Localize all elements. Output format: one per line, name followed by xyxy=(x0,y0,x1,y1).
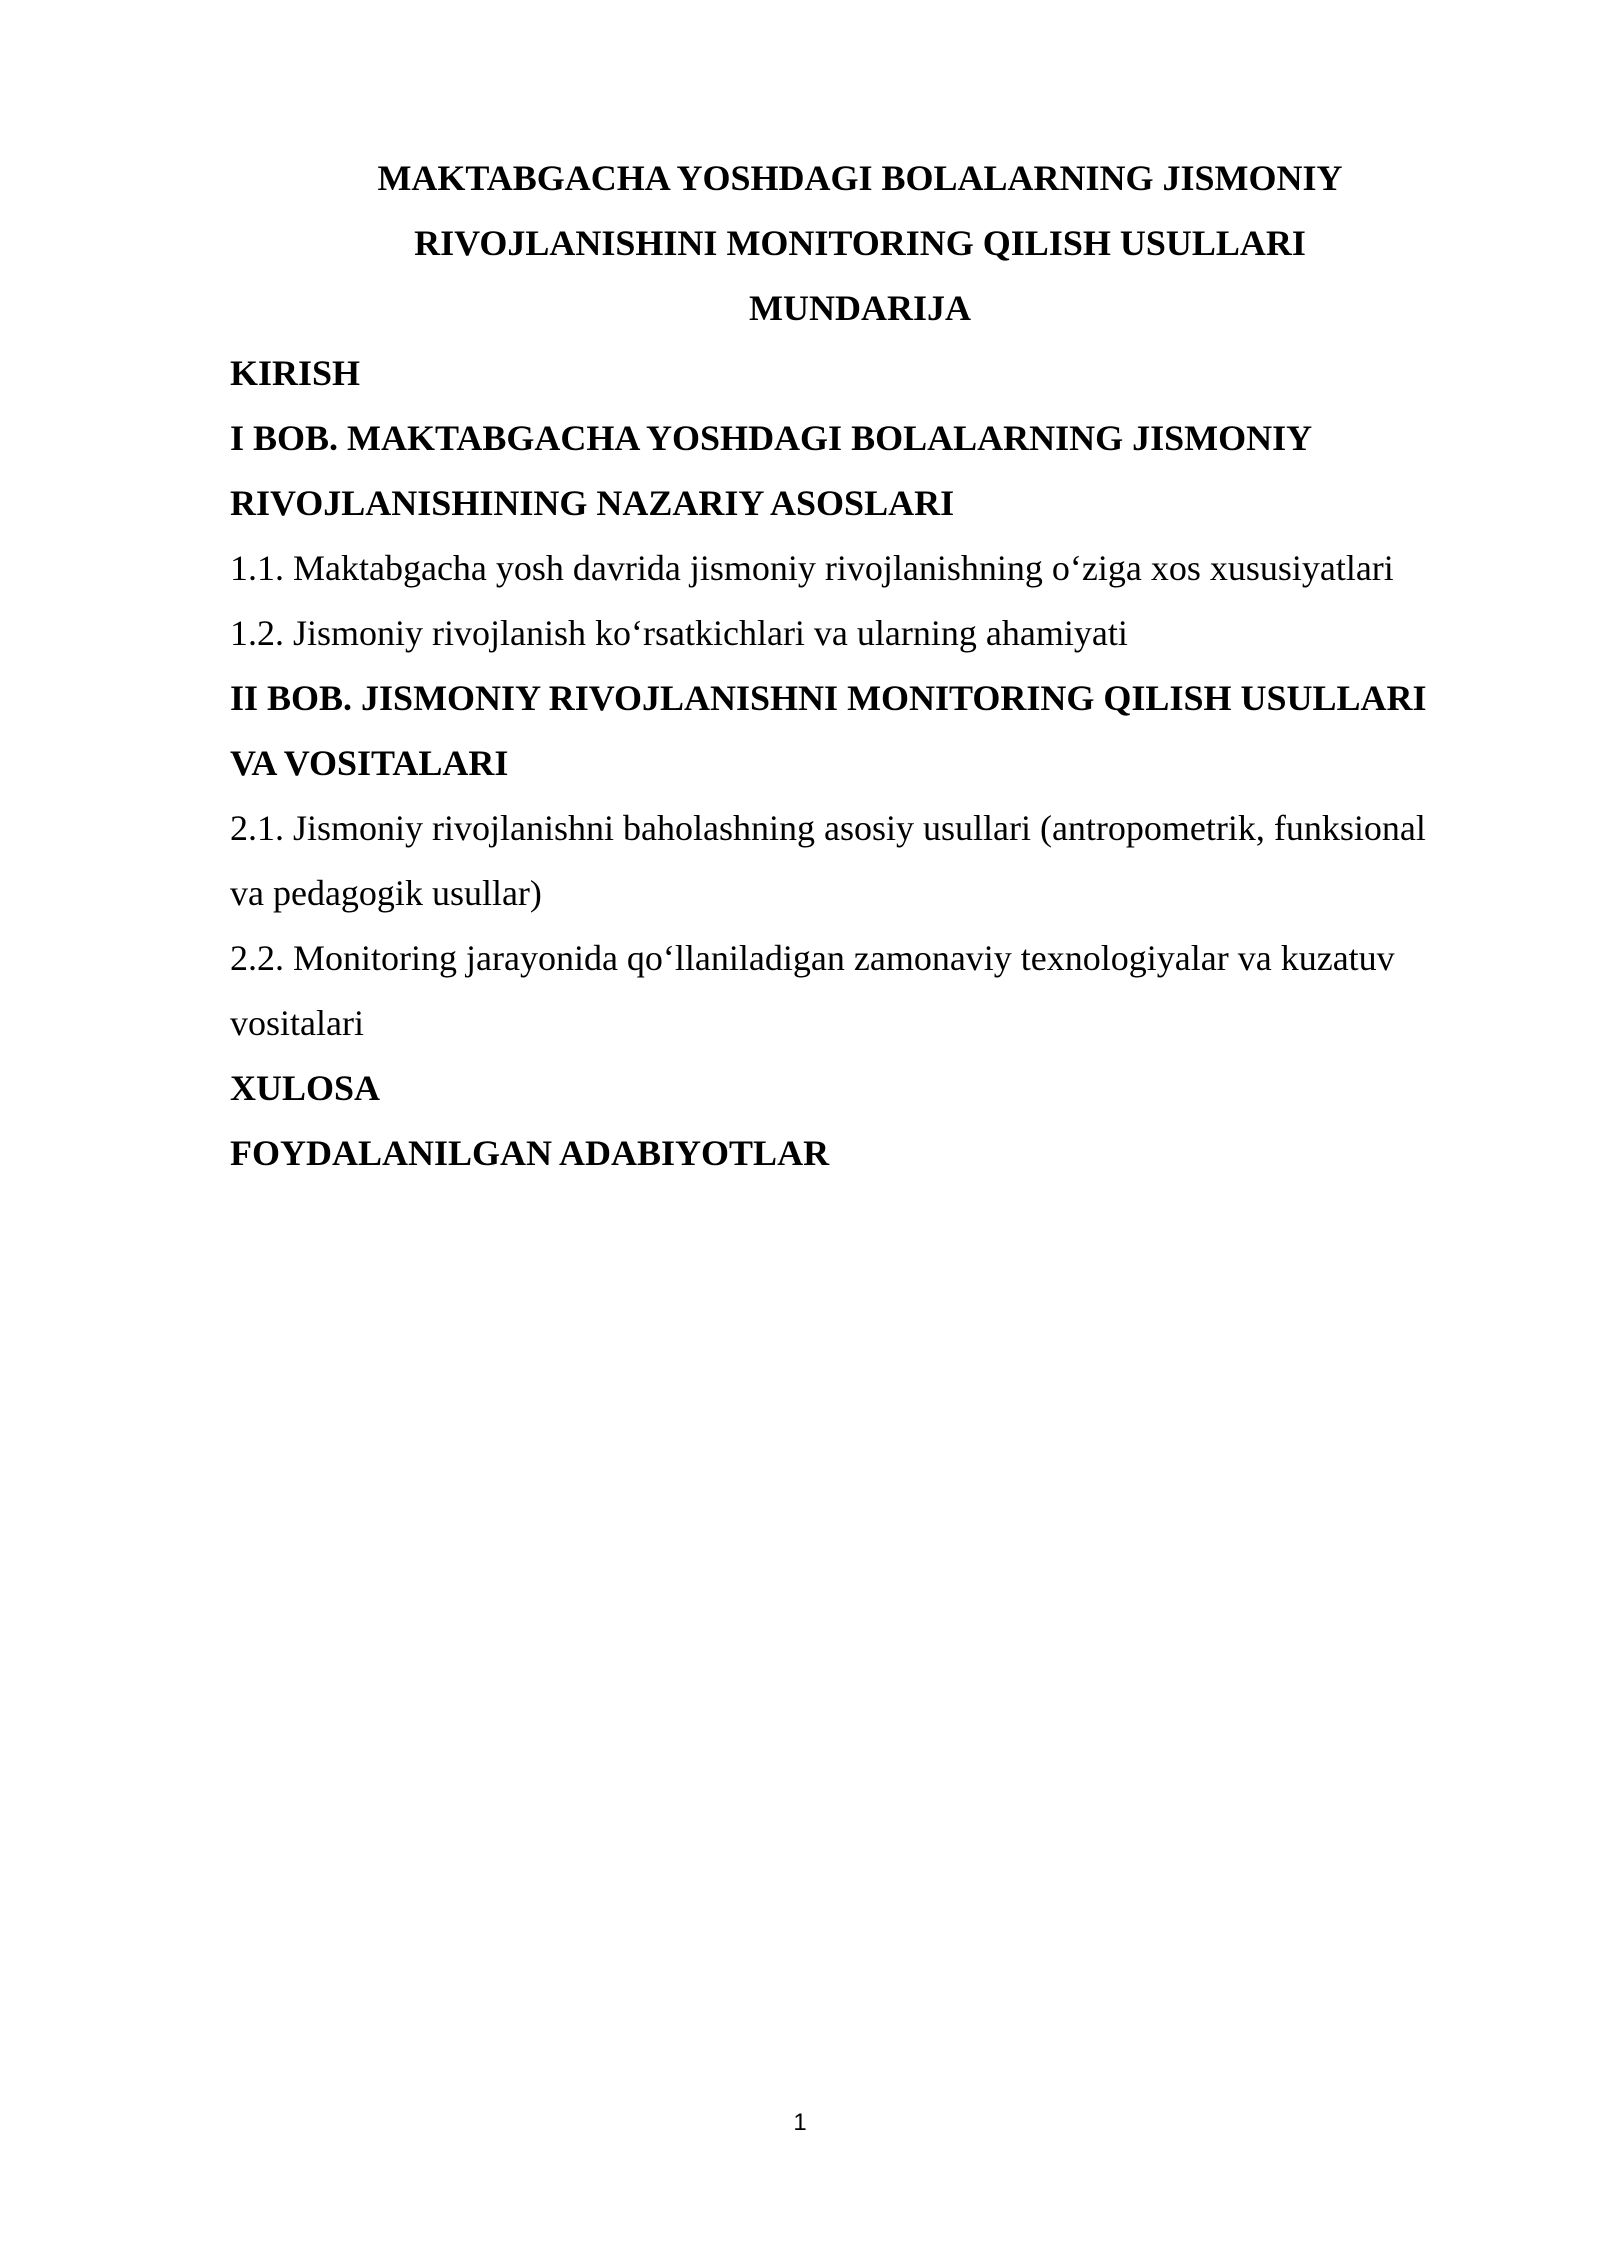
page-number: 1 xyxy=(793,2109,807,2136)
title-line-1: MAKTABGACHA YOSHDAGI BOLALARNING JISMONIY xyxy=(377,158,1343,198)
table-of-contents xyxy=(230,341,1530,1186)
contents-heading: MUNDARIJA xyxy=(749,288,971,328)
toc-section-2-2-line-1: 2.2. Monitoring jarayonida qo‘llaniladigan zamonaviy texnologiyalar va kuzatuv xyxy=(230,938,1395,978)
title-line-2: RIVOJLANISHINI MONITORING QILISH USULLARI xyxy=(414,223,1306,263)
toc-section-1-1: 1.1. Maktabgacha yosh davrida jismoniy rivojlanishning o‘ziga xos xususiyatlari xyxy=(230,548,1394,588)
toc-entry-conclusion: XULOSA xyxy=(230,1068,381,1108)
toc-entry-references: FOYDALANILGAN ADABIYOTLAR xyxy=(230,1133,830,1173)
document-title xyxy=(230,146,1490,341)
toc-section-2-1-line-2: va pedagogik usullar) xyxy=(230,873,542,913)
toc-chapter-1-title-line-2: RIVOJLANISHINING NAZARIY ASOSLARI xyxy=(230,483,955,523)
toc-chapter-2-title-line-1: II BOB. JISMONIY RIVOJLANISHNI MONITORING QILISH USULLARI xyxy=(230,678,1427,718)
toc-chapter-1-title-line-1: I BOB. MAKTABGACHA YOSHDAGI BOLALARNING JISMONIY xyxy=(230,418,1313,458)
toc-section-2-2-line-2: vositalari xyxy=(230,1003,364,1043)
toc-section-2-1-line-1: 2.1. Jismoniy rivojlanishni baholashning asosiy usullari (antropometrik, funksional xyxy=(230,808,1426,848)
toc-entry-introduction: KIRISH xyxy=(230,353,361,393)
toc-chapter-2-title-line-2: VA VOSITALARI xyxy=(230,743,509,783)
toc-section-1-2: 1.2. Jismoniy rivojlanish ko‘rsatkichlari va ularning ahamiyati xyxy=(230,613,1128,653)
